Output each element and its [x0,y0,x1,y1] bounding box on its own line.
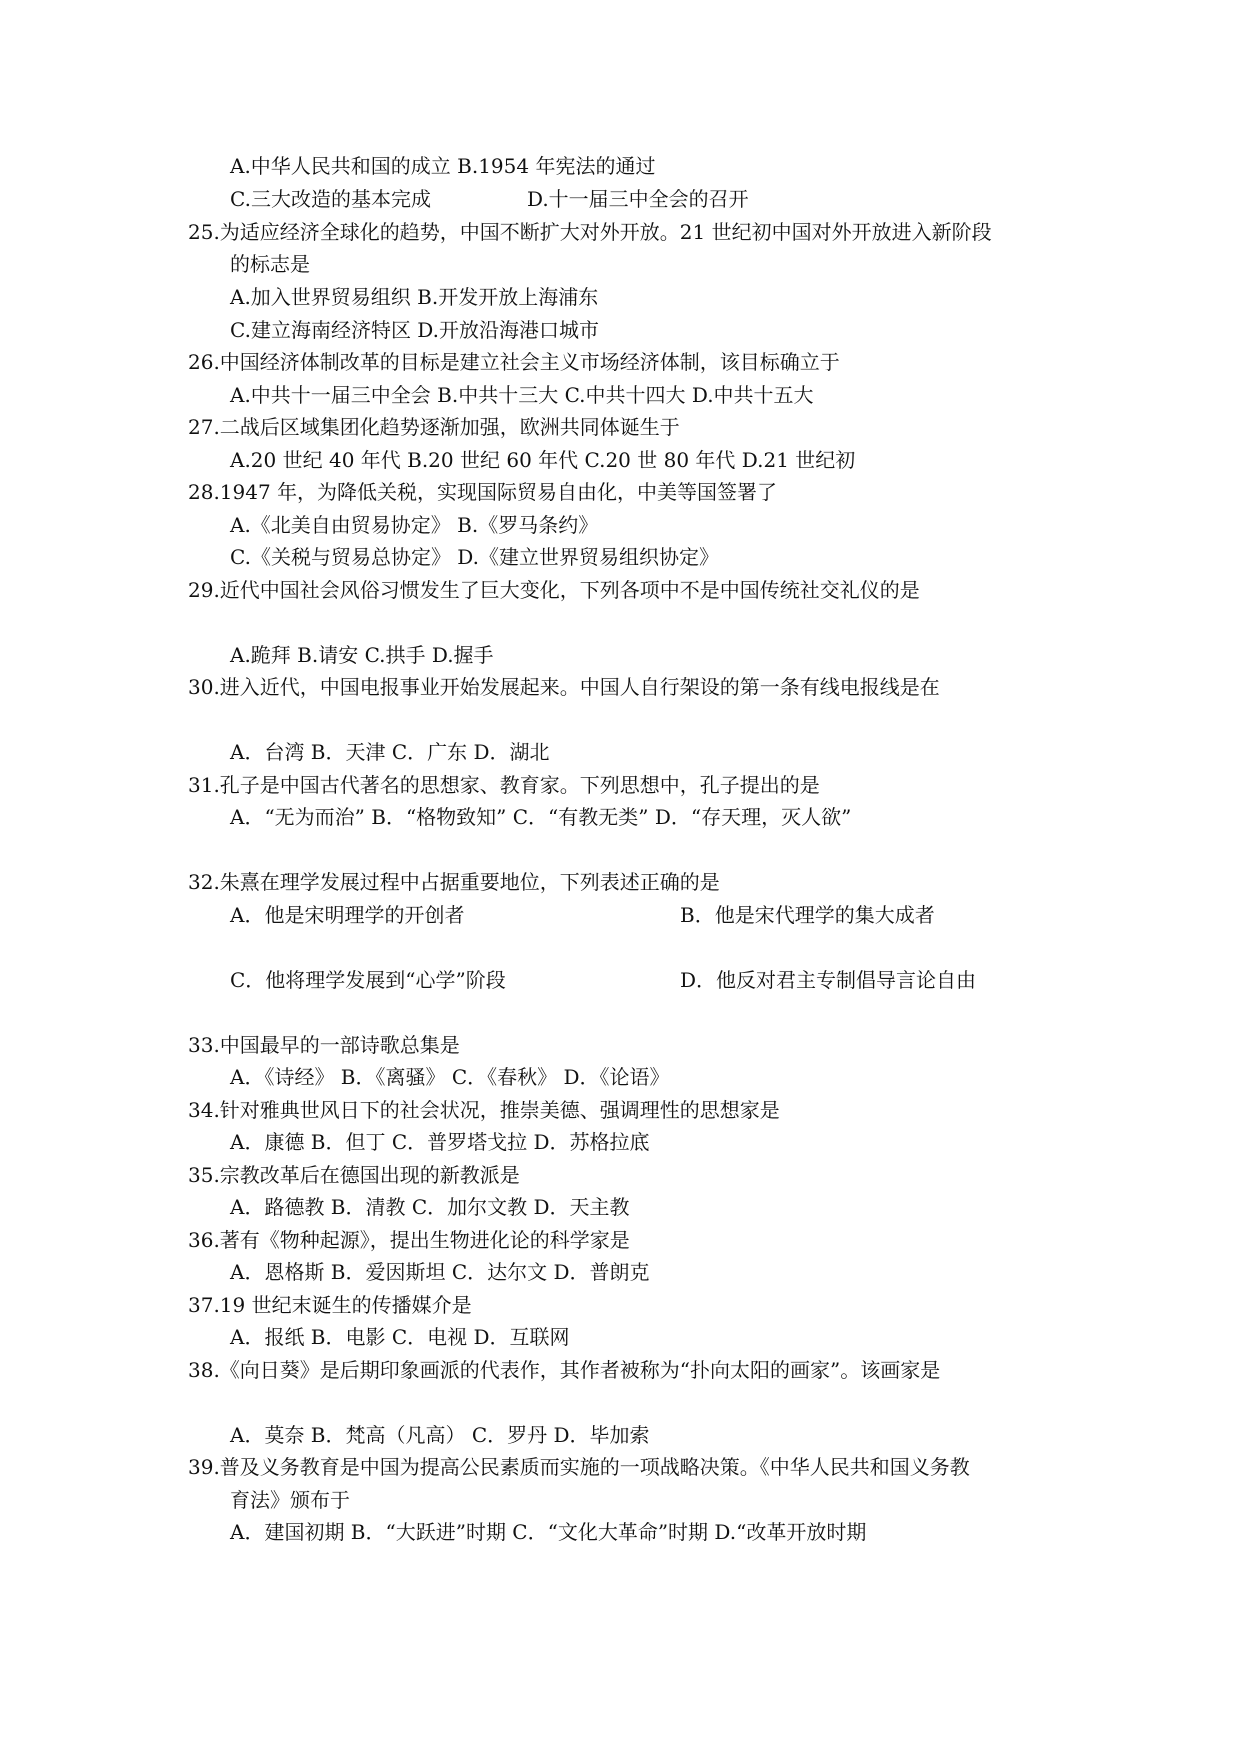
q32-option-d: D．他反对君主专制倡导言论自由 [680,968,977,992]
q26-stem: 26.中国经济体制改革的目标是建立社会主义市场经济体制，该目标确立于 [188,350,840,374]
q35-stem: 35.宗教改革后在德国出现的新教派是 [188,1163,520,1187]
q27-stem: 27.二战后区域集团化趋势逐渐加强，欧洲共同体诞生于 [188,415,680,439]
q36-options: A．恩格斯 B．爱因斯坦 C．达尔文 D．普朗克 [230,1260,650,1284]
q24-option-line-1: A.中华人民共和国的成立 B.1954 年宪法的通过 [230,154,656,178]
q33-options: A．《诗经》 B．《离骚》 C．《春秋》 D．《论语》 [230,1065,670,1089]
q28-options-line-1: A.《北美自由贸易协定》 B.《罗马条约》 [230,513,599,537]
q37-stem: 37.19 世纪末诞生的传播媒介是 [188,1293,472,1317]
q29-stem: 29.近代中国社会风俗习惯发生了巨大变化，下列各项中不是中国传统社交礼仪的是 [188,578,920,602]
q37-options: A．报纸 B．电影 C．电视 D．互联网 [230,1325,570,1349]
q25-stem-line-1: 25.为适应经济全球化的趋势，中国不断扩大对外开放。21 世纪初中国对外开放进入新阶段 [188,220,992,244]
q25-options-line-2: C.建立海南经济特区 D.开放沿海港口城市 [230,318,599,342]
q34-stem: 34.针对雅典世风日下的社会状况，推崇美德、强调理性的思想家是 [188,1098,780,1122]
q25-stem-line-2: 的标志是 [230,252,310,276]
q39-options: A．建国初期 B．“大跃进”时期 C．“文化大革命”时期 D.“改革开放时期 [230,1520,867,1544]
q25-options-line-1: A.加入世界贸易组织 B.开发开放上海浦东 [230,285,599,309]
q30-stem: 30.进入近代，中国电报事业开始发展起来。中国人自行架设的第一条有线电报线是在 [188,675,940,699]
q29-options: A.跪拜 B.请安 C.拱手 D.握手 [230,643,494,667]
q32-option-c: C．他将理学发展到“心学”阶段 [230,968,506,992]
q32-option-a: A．他是宋明理学的开创者 [230,903,465,927]
q31-options: A．“无为而治” B．“格物致知” C．“有教无类” D．“存天理，灭人欲” [230,805,852,829]
q28-options-line-2: C.《关税与贸易总协定》 D.《建立世界贸易组织协定》 [230,545,719,569]
q30-options: A．台湾 B．天津 C．广东 D．湖北 [230,740,550,764]
q33-stem: 33.中国最早的一部诗歌总集是 [188,1033,460,1057]
q32-stem: 32.朱熹在理学发展过程中占据重要地位，下列表述正确的是 [188,870,720,894]
q27-options: A.20 世纪 40 年代 B.20 世纪 60 年代 C.20 世 80 年代 D.21 世纪初 [230,448,856,472]
q24-option-c: C.三大改造的基本完成 [230,187,431,211]
q24-option-d: D.十一届三中全会的召开 [527,187,749,211]
q36-stem: 36.著有《物种起源》，提出生物进化论的科学家是 [188,1228,630,1252]
q34-options: A．康德 B．但丁 C．普罗塔戈拉 D．苏格拉底 [230,1130,650,1154]
q39-stem-line-1: 39.普及义务教育是中国为提高公民素质而实施的一项战略决策。《中华人民共和国义务教 [188,1455,970,1479]
q31-stem: 31.孔子是中国古代著名的思想家、教育家。下列思想中，孔子提出的是 [188,773,820,797]
q28-stem: 28.1947 年，为降低关税，实现国际贸易自由化，中美等国签署了 [188,480,778,504]
q32-option-b: B．他是宋代理学的集大成者 [680,903,935,927]
q35-options: A．路德教 B．清教 C．加尔文教 D．天主教 [230,1195,630,1219]
q38-options: A．莫奈 B．梵高（凡高） C．罗丹 D．毕加索 [230,1423,650,1447]
q26-options: A.中共十一届三中全会 B.中共十三大 C.中共十四大 D.中共十五大 [230,383,814,407]
q39-stem-line-2: 育法》颁布于 [230,1488,350,1512]
q38-stem: 38.《向日葵》是后期印象画派的代表作，其作者被称为“扑向太阳的画家”。该画家是 [188,1358,941,1382]
